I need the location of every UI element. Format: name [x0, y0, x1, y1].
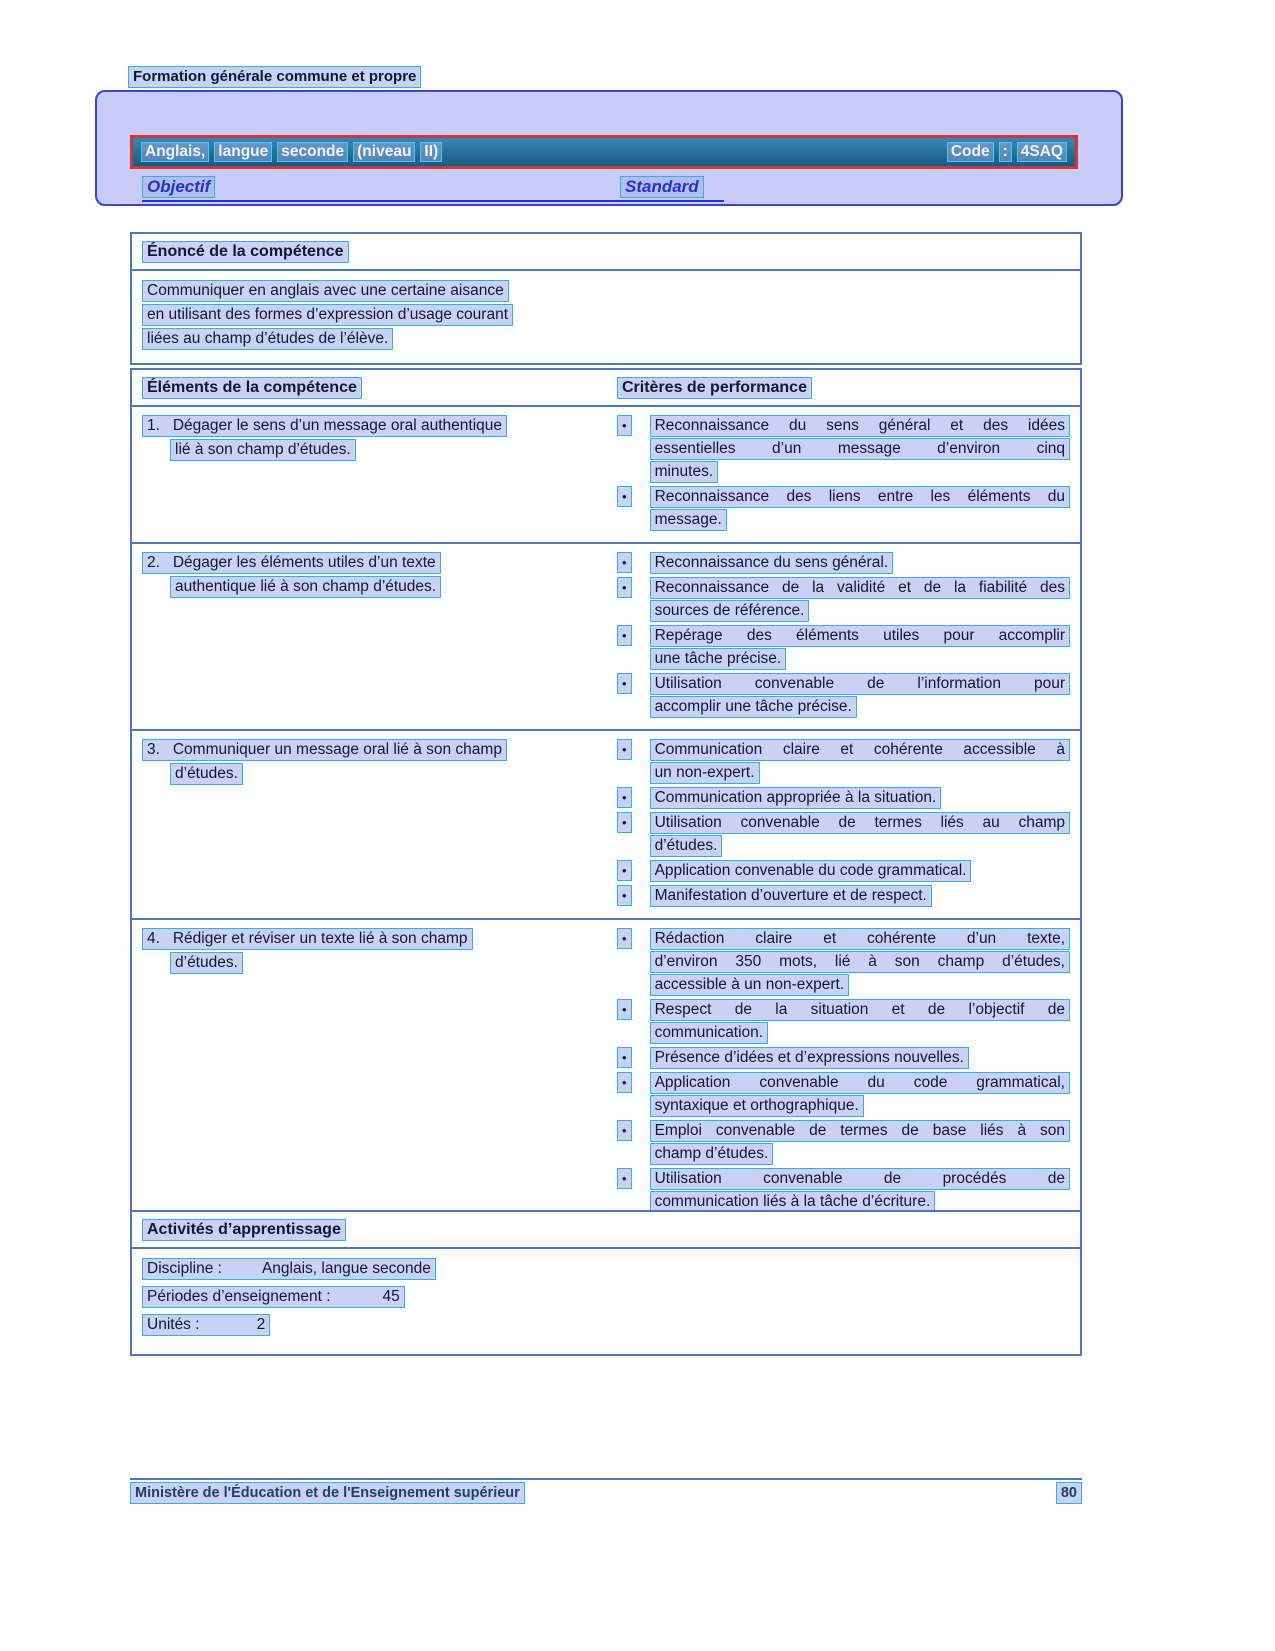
- criteria-item: [617, 1047, 1070, 1070]
- activites-value: Anglais, langue seconde: [261, 1260, 431, 1277]
- word-highlight: (niveau: [353, 142, 415, 162]
- criteria-item: [617, 625, 1070, 671]
- element-line: d’études.: [170, 952, 243, 974]
- activites-label: Discipline :: [147, 1260, 222, 1277]
- criteres-column-header: [617, 377, 1070, 399]
- criteria-line: champ d’études.: [650, 1143, 774, 1165]
- bullet-icon: •: [617, 1047, 632, 1068]
- criteria-line: Utilisation convenable de termes liés au champ: [650, 812, 1070, 834]
- criteria-line: un non-expert.: [650, 762, 760, 784]
- element-cell: [142, 415, 617, 534]
- criteria-line: communication liés à la tâche d’écriture.: [650, 1191, 936, 1213]
- enonce-title: Énoncé de la compétence: [142, 241, 349, 263]
- bullet-icon: •: [617, 625, 632, 646]
- activites-title: Activités d’apprentissage: [142, 1219, 346, 1241]
- bullet-icon: •: [617, 885, 632, 906]
- criteria-item: [617, 673, 1070, 719]
- criteria-cell: [617, 739, 1070, 910]
- word-highlight: 4SAQ: [1017, 142, 1067, 162]
- bullet-icon: •: [617, 577, 632, 598]
- criteria-line: Utilisation convenable de procédés de: [650, 1168, 1070, 1190]
- criteria-line: Reconnaissance des liens entre les éléments du: [650, 486, 1070, 508]
- bullet-icon: •: [617, 673, 632, 694]
- criteria-line: Reconnaissance du sens général.: [650, 552, 894, 574]
- criteria-cell: [617, 928, 1070, 1241]
- criteria-item: [617, 1072, 1070, 1118]
- criteres-column-header-text: Critères de performance: [617, 377, 812, 399]
- course-code: [947, 142, 1067, 162]
- footer-ministry: Ministère de l'Éducation et de l'Enseignement supérieur: [130, 1482, 525, 1504]
- competence-row: [132, 731, 1080, 920]
- bullet-icon: •: [617, 1168, 632, 1189]
- element-line: 1. Dégager le sens d’un message oral authentique: [142, 415, 507, 437]
- bullet-icon: •: [617, 739, 632, 760]
- competence-rows: [132, 407, 1080, 1249]
- bullet-icon: •: [617, 552, 632, 573]
- criteria-line: Présence d’idées et d’expressions nouvelles.: [650, 1047, 969, 1069]
- criteria-line: message.: [650, 509, 727, 531]
- criteria-line: Emploi convenable de termes de base liés à son: [650, 1120, 1070, 1142]
- bullet-icon: •: [617, 486, 632, 507]
- footer-page-number: 80: [1056, 1482, 1082, 1504]
- element-cell: [142, 928, 617, 1241]
- word-highlight: Anglais,: [141, 142, 209, 162]
- competence-table: [130, 368, 1082, 1251]
- document-section-label: [128, 66, 421, 88]
- word-highlight: seconde: [277, 142, 348, 162]
- criteria-line: sources de référence.: [650, 600, 810, 622]
- criteria-line: Communication appropriée à la situation.: [650, 787, 942, 809]
- criteria-line: syntaxique et orthographique.: [650, 1095, 864, 1117]
- elements-column-header: [142, 377, 617, 399]
- text-line: en utilisant des formes d’expression d’usage courant: [142, 304, 513, 326]
- course-title: [141, 142, 442, 162]
- criteria-line: une tâche précise.: [650, 648, 787, 670]
- enonce-body: [132, 271, 1080, 363]
- bullet-icon: •: [617, 860, 632, 881]
- bullet-icon: •: [617, 1120, 632, 1141]
- activites-body: [132, 1249, 1080, 1354]
- activites-line: [142, 1314, 270, 1336]
- criteria-line: accomplir une tâche précise.: [650, 696, 857, 718]
- bullet-icon: •: [617, 812, 632, 833]
- criteria-item: [617, 860, 1070, 883]
- element-line: lié à son champ d’études.: [170, 439, 356, 461]
- criteria-item: [617, 415, 1070, 484]
- criteria-item: [617, 1120, 1070, 1166]
- standard-heading: Standard: [620, 176, 704, 198]
- criteria-line: minutes.: [650, 461, 719, 483]
- competence-row: [132, 920, 1080, 1249]
- enonce-header: [132, 234, 1080, 271]
- criteria-line: Communication claire et cohérente accessible à: [650, 739, 1070, 761]
- element-cell: [142, 739, 617, 910]
- bullet-icon: •: [617, 415, 632, 436]
- enonce-table: [130, 232, 1082, 365]
- element-cell: [142, 552, 617, 721]
- course-title-bar: [130, 135, 1078, 169]
- criteria-line: d’études.: [650, 835, 723, 857]
- criteria-line: Manifestation d’ouverture et de respect.: [650, 885, 932, 907]
- criteria-cell: [617, 415, 1070, 534]
- criteria-line: Reconnaissance du sens général et des idées: [650, 415, 1070, 437]
- objective-standard-panel: [95, 90, 1123, 206]
- element-line: 4. Rédiger et réviser un texte lié à son champ: [142, 928, 473, 950]
- criteria-line: Application convenable du code grammatical,: [650, 1072, 1070, 1094]
- activites-line: [142, 1258, 436, 1280]
- criteria-item: [617, 577, 1070, 623]
- bullet-icon: •: [617, 787, 632, 808]
- criteria-item: [617, 486, 1070, 532]
- element-line: 2. Dégager les éléments utiles d’un texte: [142, 552, 441, 574]
- criteria-item: [617, 928, 1070, 997]
- word-highlight: :: [999, 142, 1012, 162]
- elements-column-header-text: Éléments de la compétence: [142, 377, 362, 399]
- activites-label: Unités :: [147, 1316, 200, 1333]
- criteria-item: [617, 787, 1070, 810]
- criteria-line: Repérage des éléments utiles pour accomplir: [650, 625, 1070, 647]
- objectif-heading: Objectif: [142, 176, 215, 198]
- criteria-cell: [617, 552, 1070, 721]
- text-line: Communiquer en anglais avec une certaine aisance: [142, 280, 509, 302]
- element-line: authentique lié à son champ d’études.: [170, 576, 441, 598]
- word-highlight: langue: [214, 142, 272, 162]
- criteria-line: essentielles d’un message d’environ cinq: [650, 438, 1070, 460]
- activites-table: [130, 1210, 1082, 1356]
- criteria-line: communication.: [650, 1022, 769, 1044]
- criteria-line: accessible à un non-expert.: [650, 974, 850, 996]
- word-highlight: Code: [947, 142, 994, 162]
- criteria-item: [617, 552, 1070, 575]
- activites-value: 45: [382, 1288, 400, 1305]
- criteria-item: [617, 885, 1070, 908]
- element-line: 3. Communiquer un message oral lié à son champ: [142, 739, 507, 761]
- activites-header: [132, 1212, 1080, 1249]
- criteria-line: Application convenable du code grammatical.: [650, 860, 972, 882]
- document-section-label-text: Formation générale commune et propre: [128, 66, 421, 88]
- objectif-standard-heading-row: [142, 176, 724, 202]
- criteria-item: [617, 812, 1070, 858]
- bullet-icon: •: [617, 1072, 632, 1093]
- text-line: liées au champ d’études de l’élève.: [142, 328, 393, 350]
- page-footer: [130, 1478, 1082, 1504]
- activites-value: 2: [256, 1316, 266, 1333]
- criteria-line: Utilisation convenable de l’information pour: [650, 673, 1070, 695]
- criteria-item: [617, 999, 1070, 1045]
- element-line: d’études.: [170, 763, 243, 785]
- competence-table-header: [132, 370, 1080, 407]
- competence-row: [132, 407, 1080, 544]
- criteria-line: Reconnaissance de la validité et de la fiabilité des: [650, 577, 1070, 599]
- criteria-line: Respect de la situation et de l’objectif de: [650, 999, 1070, 1021]
- bullet-icon: •: [617, 999, 632, 1020]
- bullet-icon: •: [617, 928, 632, 949]
- criteria-item: [617, 739, 1070, 785]
- criteria-line: Rédaction claire et cohérente d’un texte,: [650, 928, 1070, 950]
- criteria-item: [617, 1168, 1070, 1214]
- word-highlight: II): [420, 142, 442, 162]
- criteria-line: d’environ 350 mots, lié à son champ d’études,: [650, 951, 1070, 973]
- competence-row: [132, 544, 1080, 731]
- activites-label: Périodes d’enseignement :: [147, 1288, 331, 1305]
- activites-line: [142, 1286, 405, 1308]
